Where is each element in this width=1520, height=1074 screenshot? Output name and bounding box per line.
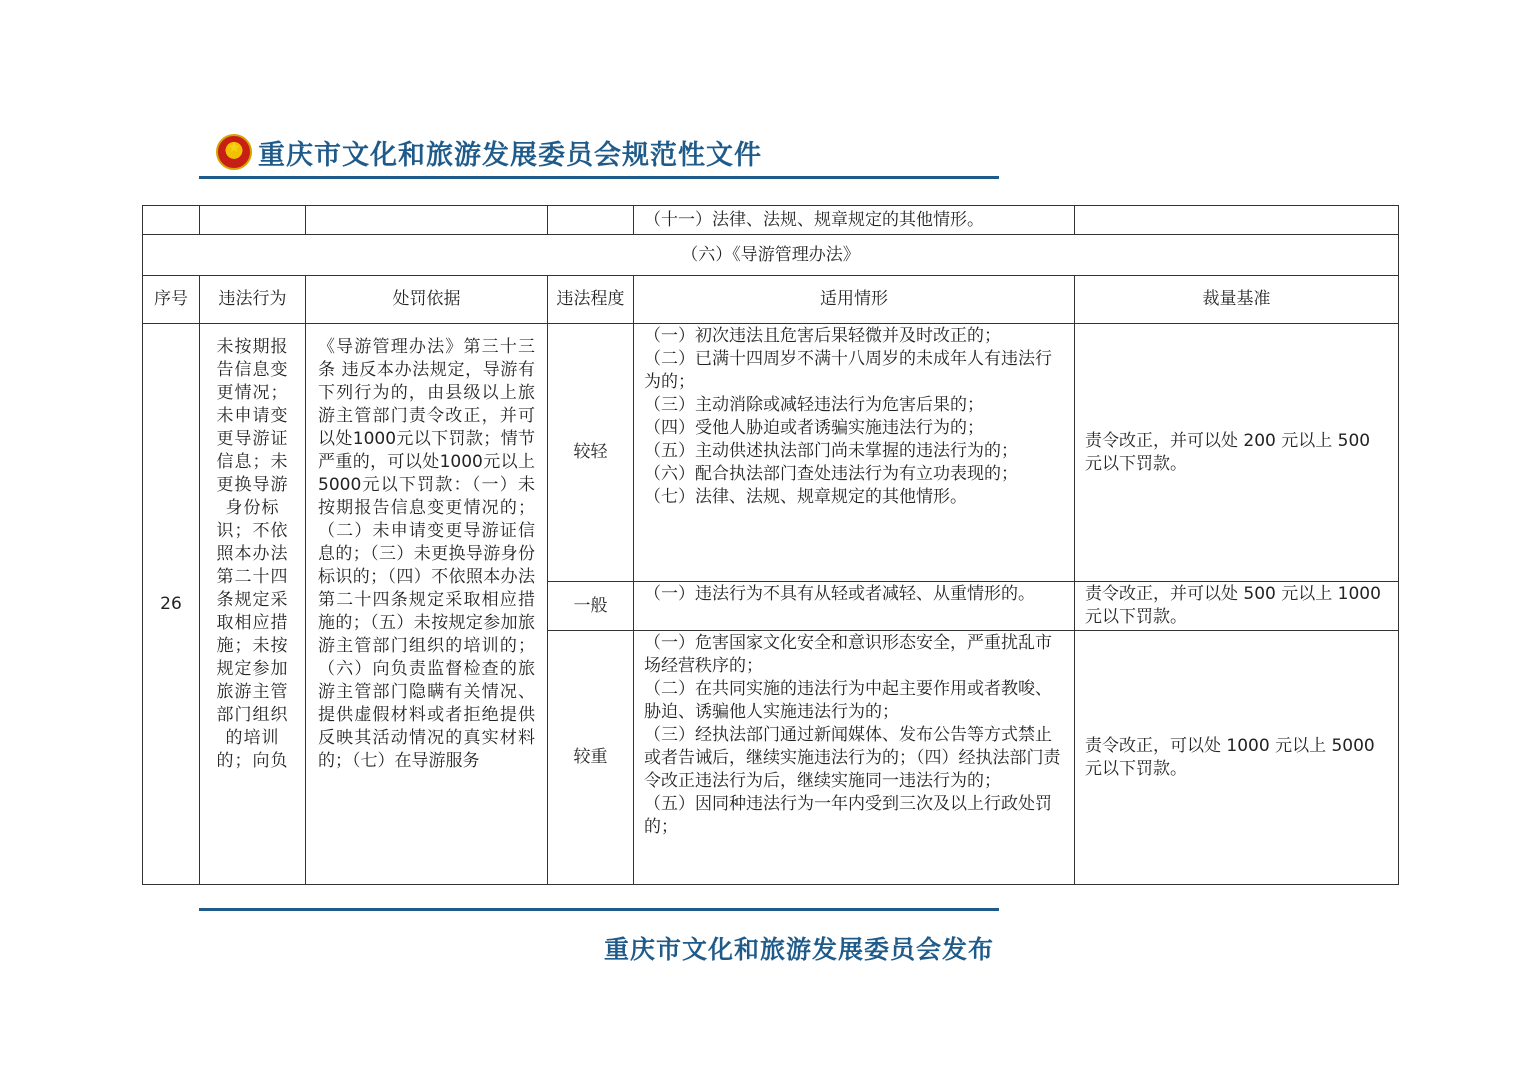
situation-line: （三）主动消除或减轻违法行为危害后果的；: [644, 395, 984, 415]
national-emblem-icon: [216, 134, 252, 170]
situation-line: （三）经执法部门通过新闻媒体、发布公告等方式禁止或者告诫后，继续实施违法行为的；（四）经执法部门责令改正违法行为后，继续实施同一违法行为的；: [644, 725, 1061, 791]
situation-cell: [634, 631, 1075, 885]
situation-cell: [634, 324, 1075, 582]
carry-over-row: [143, 206, 1399, 235]
empty-cell: [548, 206, 634, 235]
empty-cell: [306, 206, 548, 235]
footer-rule: [199, 908, 999, 911]
penalty-table: [142, 205, 1399, 885]
situation-line: （五）因同种违法行为一年内受到三次及以上行政处罚的；: [644, 794, 1052, 837]
column-header: 适用情形: [634, 276, 1075, 324]
situation-cell: [634, 582, 1075, 631]
document-title: 重庆市文化和旅游发展委员会规范性文件: [258, 139, 762, 171]
situation-line: （六）配合执法部门查处违法行为有立功表现的；: [644, 464, 1018, 484]
standard-cell: 责令改正，并可以处 200 元以上 500 元以下罚款。: [1075, 324, 1399, 582]
header-rule: [199, 176, 999, 179]
column-header: 序号: [143, 276, 200, 324]
carry-over-situation: （十一）法律、法规、规章规定的其他情形。: [634, 206, 1075, 235]
situation-line: （四）受他人胁迫或者诱骗实施违法行为的；: [644, 418, 984, 438]
table-row: [143, 324, 1399, 582]
publisher-text: 重庆市文化和旅游发展委员会发布: [604, 935, 995, 964]
situation-line: （一）初次违法且危害后果轻微并及时改正的；: [644, 326, 1001, 346]
degree-cell: 一般: [548, 582, 634, 631]
column-header: 违法行为: [200, 276, 306, 324]
empty-cell: [200, 206, 306, 235]
header-row: [143, 276, 1399, 324]
degree-cell: 较轻: [548, 324, 634, 582]
column-header: 违法程度: [548, 276, 634, 324]
situation-line: （一）违法行为不具有从轻或者减轻、从重情形的。: [644, 584, 1035, 604]
column-header: 处罚依据: [306, 276, 548, 324]
document-header: [216, 130, 762, 174]
situation-line: （二）已满十四周岁不满十八周岁的未成年人有违法行为的；: [644, 349, 1052, 392]
situation-line: （一）危害国家文化安全和意识形态安全，严重扰乱市场经营秩序的；: [644, 633, 1052, 676]
degree-cell: 较重: [548, 631, 634, 885]
section-row: [143, 235, 1399, 276]
empty-cell: [1075, 206, 1399, 235]
standard-cell: 责令改正，并可以处 500 元以上 1000 元以下罚款。: [1075, 582, 1399, 631]
situation-line: （七）法律、法规、规章规定的其他情形。: [644, 487, 967, 507]
basis-cell: 《导游管理办法》第三十三条 违反本办法规定，导游有下列行为的，由县级以上旅游主管部门责令改正，并可以处1000元以下罚款；情节严重的，可以处1000元以上5000元以下罚款：（一）未按期报告信息变更情况的；（二）未申请变更导游证信息的；（三）未更换导游身份标识的；（四）不依照本办法第二十四条规定采取相应措施的；（五）未按规定参加旅游主管部门组织的培训的；（六）向负责监督检查的旅游主管部门隐瞒有关情况、提供虚假材料或者拒绝提供反映其活动情况的真实材料的；（七）在导游服务: [306, 324, 548, 885]
behavior-cell: 未按期报告信息变更情况；未申请变更导游证信息；未更换导游身份标识；不依照本办法第二十四条规定采取相应措施；未按规定参加旅游主管部门组织的培训的；向负: [200, 324, 306, 885]
column-header: 裁量基准: [1075, 276, 1399, 324]
seq-cell: 26: [143, 324, 200, 885]
situation-line: （五）主动供述执法部门尚未掌握的违法行为的；: [644, 441, 1018, 461]
section-title: （六）《导游管理办法》: [143, 235, 1399, 276]
standard-cell: 责令改正，可以处 1000 元以上 5000 元以下罚款。: [1075, 631, 1399, 885]
situation-line: （二）在共同实施的违法行为中起主要作用或者教唆、胁迫、诱骗他人实施违法行为的；: [644, 679, 1052, 722]
empty-cell: [143, 206, 200, 235]
